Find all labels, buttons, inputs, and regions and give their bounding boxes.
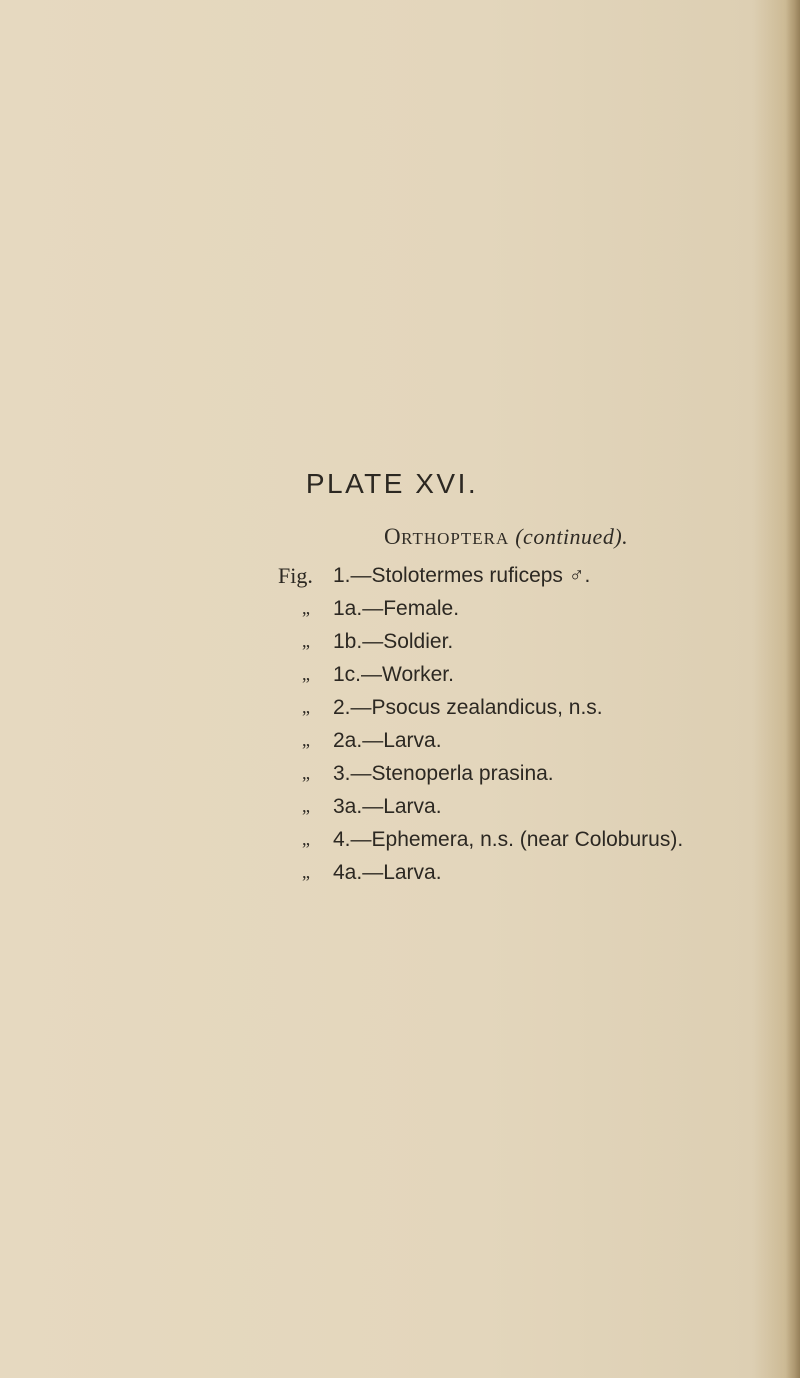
figure-entry	[278, 691, 798, 724]
figure-caption: 3a.—Larva.	[333, 795, 442, 818]
ditto-mark: „	[302, 631, 310, 651]
ditto-mark: „	[302, 664, 310, 684]
ditto-mark: „	[302, 730, 310, 750]
figure-caption: 1.—Stolotermes ruficeps ♂.	[333, 564, 591, 587]
section-heading-initial: O	[384, 524, 402, 549]
figure-entry	[278, 559, 798, 592]
ditto-mark: „	[302, 862, 310, 882]
figure-caption: 2.—Psocus zealandicus, n.s.	[333, 696, 603, 719]
figure-caption: 4a.—Larva.	[333, 861, 442, 884]
figure-caption: 4.—Ephemera, n.s. (near Coloburus).	[333, 828, 684, 851]
figure-caption: 1c.—Worker.	[333, 663, 454, 686]
figure-caption: 1b.—Soldier.	[333, 630, 454, 653]
figure-caption: 3.—Stenoperla prasina.	[333, 762, 554, 785]
figure-prefix: Fig.	[278, 563, 313, 588]
figure-entry	[278, 658, 798, 691]
figure-caption: 2a.—Larva.	[333, 729, 442, 752]
ditto-mark: „	[302, 763, 310, 783]
figure-entry	[278, 592, 798, 625]
section-heading	[384, 524, 628, 550]
ditto-mark: „	[302, 598, 310, 618]
figure-entry	[278, 625, 798, 658]
figure-entry	[278, 724, 798, 757]
plate-title: PLATE XVI.	[305, 468, 479, 499]
ditto-mark: „	[302, 697, 310, 717]
figure-entry	[278, 856, 798, 889]
figure-caption: 1a.—Female.	[333, 597, 460, 620]
figure-entry	[278, 790, 798, 823]
ditto-mark: „	[302, 829, 310, 849]
figure-entry	[278, 823, 798, 856]
section-heading-note: (continued).	[515, 524, 629, 549]
section-heading-rest: RTHOPTERA	[401, 529, 510, 548]
figure-entry	[278, 757, 798, 790]
figure-list	[278, 559, 798, 889]
ditto-mark: „	[302, 796, 310, 816]
